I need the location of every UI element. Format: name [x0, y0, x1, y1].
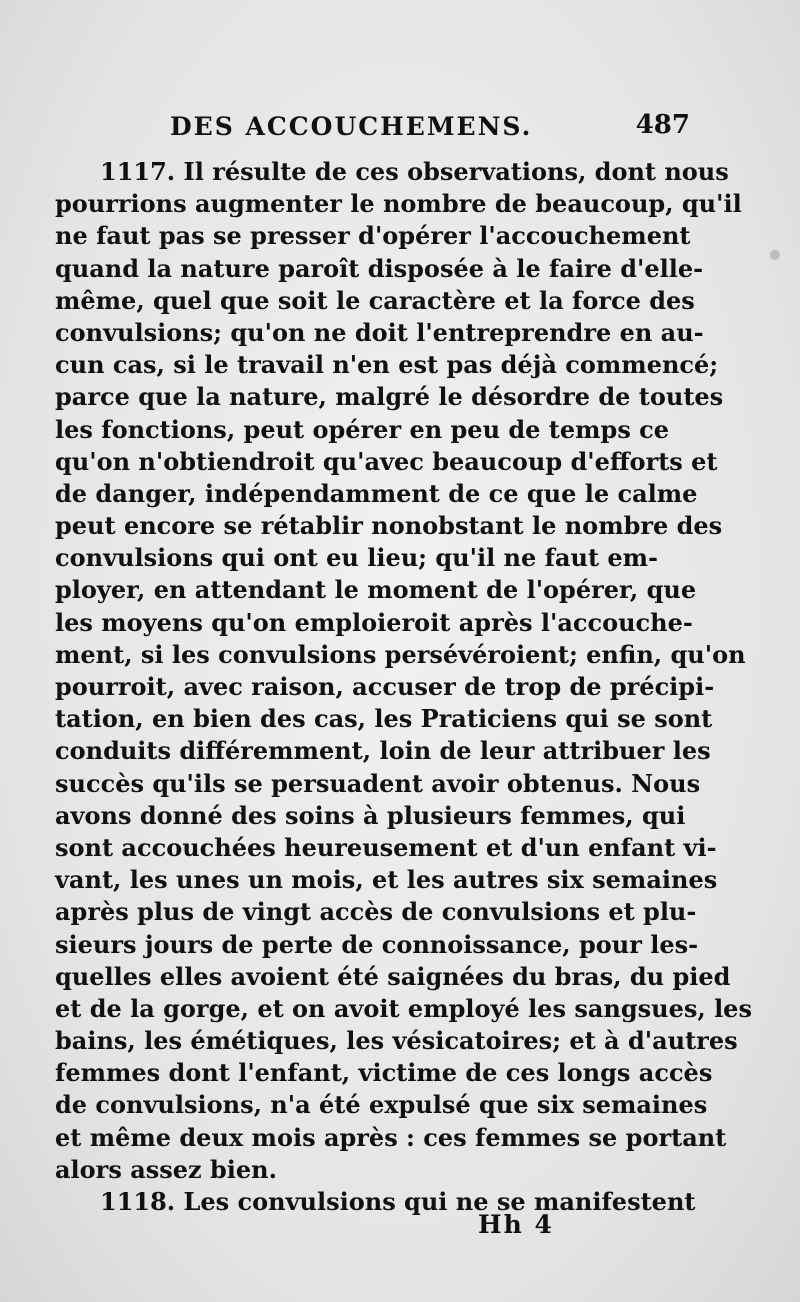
- text-line: conduits différemment, loin de leur attribuer les: [55, 736, 711, 766]
- body-text: [55, 156, 752, 1218]
- text-line: de convulsions, n'a été expulsé que six semaines: [55, 1090, 708, 1120]
- text-line: et de la gorge, et on avoit employé les sangsues, les: [55, 993, 752, 1023]
- text-line: et même deux mois après : ces femmes se portant: [55, 1122, 727, 1152]
- text-line: succès qu'ils se persuadent avoir obtenus. Nous: [55, 768, 701, 798]
- paper-spot: [770, 250, 780, 260]
- text-line: ployer, en attendant le moment de l'opérer, que: [55, 575, 697, 605]
- text-line: 1117. Il résulte de ces observations, dont nous: [100, 157, 729, 186]
- text-line: convulsions qui ont eu lieu; qu'il ne faut em-: [55, 543, 659, 573]
- text-line: quand la nature paroît disposée à le faire d'elle-: [55, 253, 704, 283]
- text-line: bains, les émétiques, les vésicatoires; et à d'autres: [55, 1026, 738, 1056]
- text-line: 1118. Les convulsions qui ne se manifestent: [100, 1187, 696, 1216]
- text-line: ment, si les convulsions persévéroient; enfin, qu'on: [55, 639, 746, 669]
- text-line: femmes dont l'enfant, victime de ces longs accès: [55, 1058, 713, 1088]
- text-line: les moyens qu'on emploieroit après l'accouche-: [55, 607, 693, 637]
- text-line: peut encore se rétablir nonobstant le nombre des: [55, 511, 723, 541]
- text-line: cun cas, si le travail n'en est pas déjà commencé;: [55, 350, 719, 380]
- text-line: parce que la nature, malgré le désordre de toutes: [55, 382, 724, 412]
- text-line: convulsions; qu'on ne doit l'entreprendre en au-: [55, 317, 704, 347]
- text-line: sont accouchées heureusement et d'un enfant vi-: [55, 832, 717, 862]
- text-line: de danger, indépendamment de ce que le calme: [55, 478, 698, 508]
- text-line: ne faut pas se presser d'opérer l'accouchement: [55, 221, 691, 251]
- text-line: avons donné des soins à plusieurs femmes, qui: [55, 800, 686, 830]
- text-line: alors assez bien.: [55, 1154, 277, 1184]
- page-header: [170, 112, 690, 152]
- text-line: les fonctions, peut opérer en peu de temps ce: [55, 414, 670, 444]
- page-number: 487: [635, 110, 690, 140]
- text-line: pourroit, avec raison, accuser de trop de précipi-: [55, 672, 715, 701]
- running-head: DES ACCOUCHEMENS.: [170, 112, 533, 141]
- text-line: tation, en bien des cas, les Praticiens qui se sont: [55, 704, 713, 734]
- text-line: vant, les unes un mois, et les autres six semaines: [55, 865, 718, 895]
- text-line: pourrions augmenter le nombre de beaucoup, qu'il: [55, 189, 742, 219]
- text-line: quelles elles avoient été saignées du bras, du pied: [55, 961, 731, 991]
- text-line: qu'on n'obtiendroit qu'avec beaucoup d'efforts et: [55, 446, 718, 476]
- text-line: sieurs jours de perte de connoissance, pour les-: [55, 929, 699, 959]
- text-line: après plus de vingt accès de convulsions et plu-: [55, 897, 697, 927]
- signature-mark: Hh 4: [478, 1210, 554, 1239]
- text-line: même, quel que soit le caractère et la force des: [55, 285, 695, 315]
